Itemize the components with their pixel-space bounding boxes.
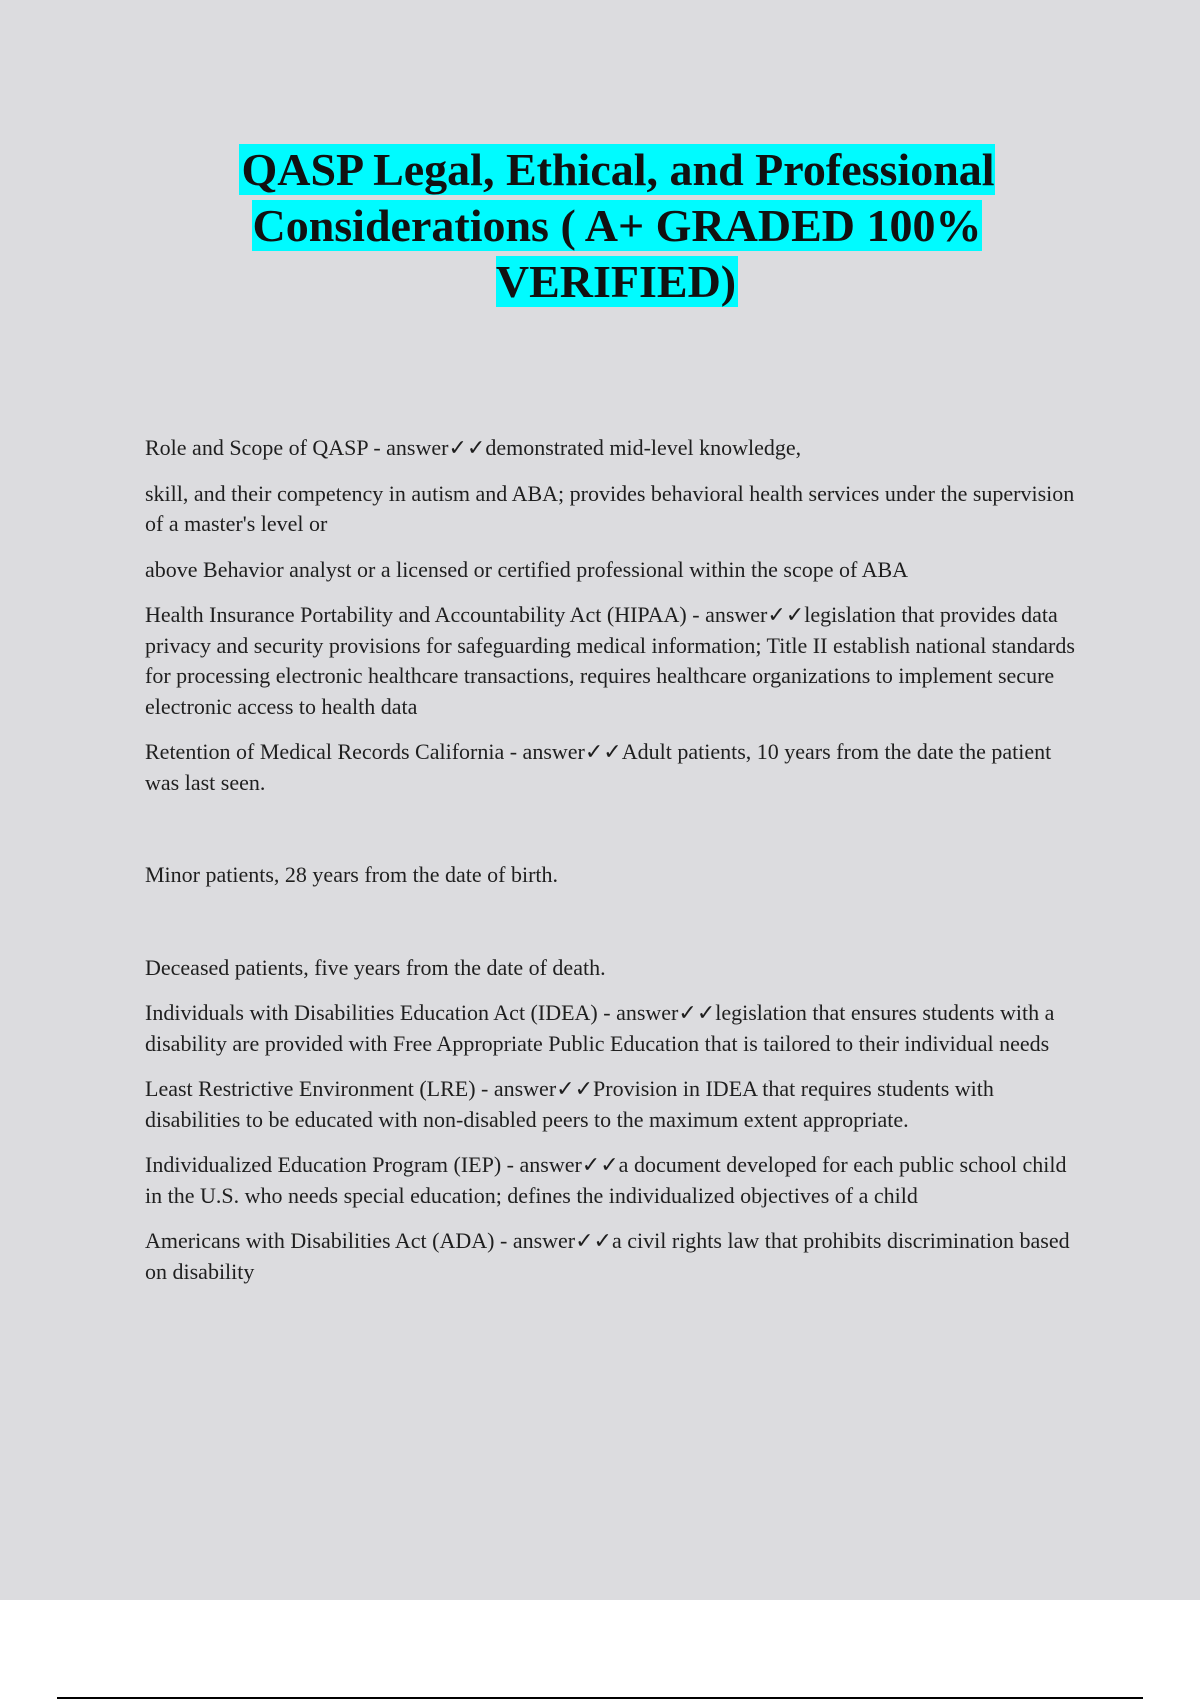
- document-title: [150, 142, 1084, 310]
- paragraph-role-scope-cont: skill, and their competency in autism and ABA; provides behavioral health services under the supervision of a master's level or: [145, 480, 1075, 536]
- paragraph-hipaa: Health Insurance Portability and Accountability Act (HIPAA) - answer✓✓legislation that provides data privacy and security provisions for safeguarding medical information; Title II establish national standards for processing electronic healthcare transactions, requires healthcare organizations to implement secure electronic access to health data: [145, 602, 1075, 719]
- footer-divider: [57, 1697, 1143, 1699]
- paragraph-ada: Americans with Disabilities Act (ADA) - answer✓✓a civil rights law that prohibits discrimination based on disability: [145, 1228, 1070, 1284]
- paragraph-retention-minor: Minor patients, 28 years from the date of birth.: [145, 862, 559, 887]
- paragraph-retention-deceased: Deceased patients, five years from the date of death.: [145, 954, 606, 980]
- paragraph-idea: Individuals with Disabilities Education Act (IDEA) - answer✓✓legislation that ensures students with a disability are provided with Free Appropriate Public Education that is tailored to their individual needs: [145, 1000, 1055, 1056]
- paragraph-retention-adult: Retention of Medical Records California - answer✓✓Adult patients, 10 years from the date the patient was last seen.: [145, 739, 1052, 795]
- paragraph-role-scope: Role and Scope of QASP - answer✓✓demonstrated mid-level knowledge,: [145, 435, 802, 460]
- document-body: [145, 433, 1085, 1302]
- paragraph-role-scope-end: above Behavior analyst or a licensed or certified professional within the scope of ABA: [145, 556, 909, 582]
- paragraph-iep: Individualized Education Program (IEP) - answer✓✓a document developed for each public school child in the U.S. who needs special education; defines the individualized objectives of a child: [145, 1152, 1067, 1208]
- paragraph-lre: Least Restrictive Environment (LRE) - answer✓✓Provision in IDEA that requires students with disabilities to be educated with non-disabled peers to the maximum extent appropriate.: [145, 1076, 994, 1132]
- title-highlight: QASP Legal, Ethical, and Professional Considerations ( A+ GRADED 100% VERIFIED): [241, 144, 995, 307]
